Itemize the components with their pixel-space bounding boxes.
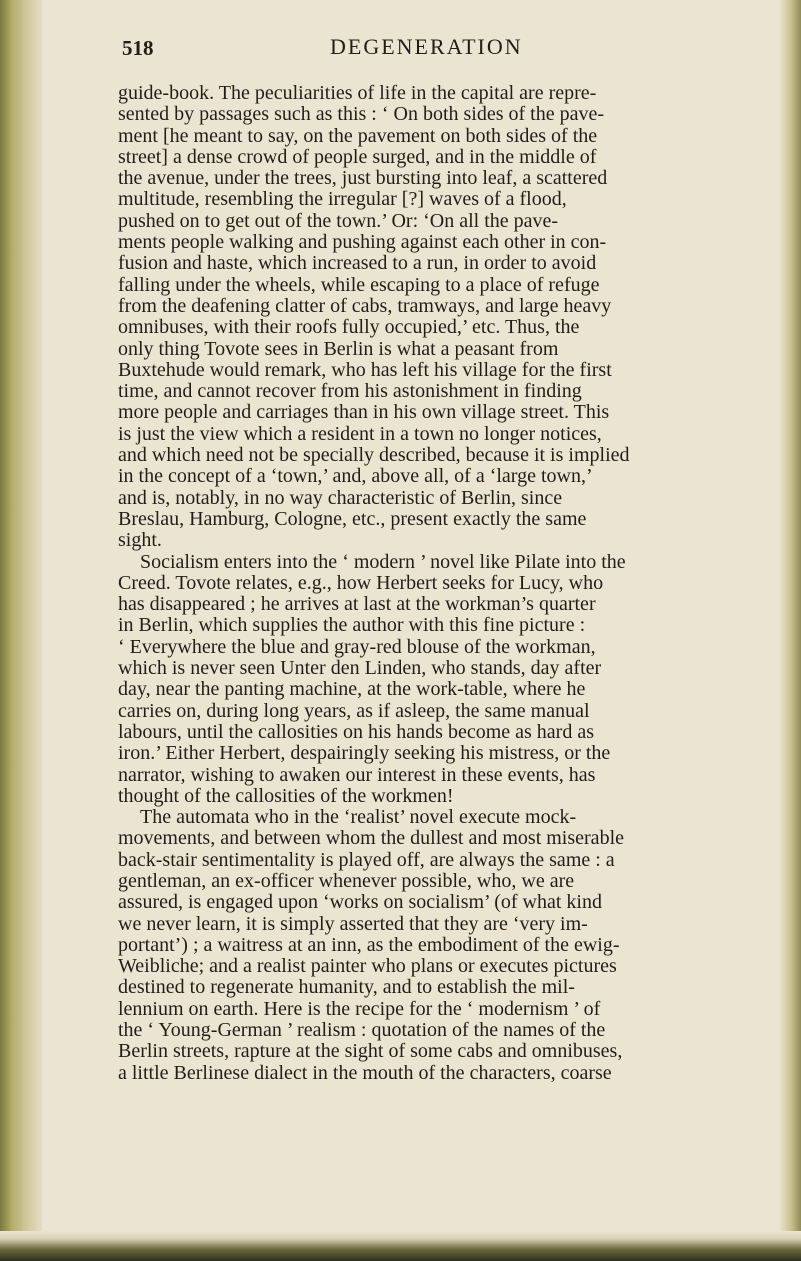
- page-header: [118, 30, 794, 70]
- text-line: iron.’ Either Herbert, despairingly seeking his mistress, or the: [118, 742, 611, 765]
- text-line: and is, notably, in no way characteristic of Berlin, since: [118, 486, 563, 509]
- book-page: [118, 30, 794, 1084]
- text-line: guide-book. The peculiarities of life in the capital are repre-: [118, 82, 597, 104]
- text-line: Berlin streets, rapture at the sight of some cabs and omnibuses,: [118, 1040, 623, 1063]
- paragraph-start-line: Socialism enters into the ‘ modern ’ novel like Pilate into the: [140, 550, 626, 573]
- text-line: pushed on to get out of the town.’ Or: ‘On all the pave-: [118, 209, 559, 232]
- text-line: thought of the callosities of the workmen!: [118, 784, 454, 807]
- text-line: ment [he meant to say, on the pavement on both sides of the: [118, 124, 598, 147]
- text-line: destined to regenerate humanity, and to establish the mil-: [118, 976, 575, 999]
- text-line: narrator, wishing to awaken our interest in these events, has: [118, 763, 596, 786]
- text-line: time, and cannot recover from his astonishment in finding: [118, 380, 582, 403]
- text-line: which is never seen Unter den Linden, who stands, day after: [118, 657, 602, 680]
- text-line: Creed. Tovote relates, e.g., how Herbert seeks for Lucy, who: [118, 571, 604, 594]
- text-line: carries on, during long years, as if asleep, the same manual: [118, 699, 590, 722]
- text-line: and which need not be specially described, because it is implied: [118, 444, 630, 467]
- text-line: Breslau, Hamburg, Cologne, etc., present exactly the same: [118, 507, 587, 530]
- page-number: 518: [122, 36, 154, 60]
- text-line: from the deafening clatter of cabs, tramways, and large heavy: [118, 294, 612, 317]
- text-line: the avenue, under the trees, just bursting into leaf, a scattered: [118, 167, 608, 190]
- text-line: has disappeared ; he arrives at last at the workman’s quarter: [118, 593, 596, 616]
- paragraph-start-line: The automata who in the ‘realist’ novel execute mock-: [140, 806, 577, 829]
- text-line: more people and carriages than in his own village street. This: [118, 401, 610, 424]
- text-line: fusion and haste, which increased to a run, in order to avoid: [118, 252, 597, 275]
- page-gutter-left: [0, 0, 42, 1261]
- text-line: portant’) ; a waitress at an inn, as the embodiment of the ewig-: [118, 933, 620, 956]
- text-line: is just the view which a resident in a town no longer notices,: [118, 422, 602, 445]
- text-line: the ‘ Young-German ’ realism : quotation of the names of the: [118, 1019, 606, 1042]
- body-text: [118, 83, 794, 1084]
- text-line: a little Berlinese dialect in the mouth of the characters, coarse: [118, 1061, 612, 1084]
- text-line: multitude, resembling the irregular [?] waves of a flood,: [118, 188, 567, 211]
- page-edge-bottom: [0, 1231, 801, 1261]
- text-line: Buxtehude would remark, who has left his village for the first: [118, 358, 612, 381]
- text-line: in the concept of a ‘town,’ and, above all, of a ‘large town,’: [118, 465, 593, 488]
- text-line: sight.: [118, 529, 162, 552]
- text-line: back-stair sentimentality is played off, are always the same : a: [118, 848, 615, 871]
- text-line: we never learn, it is simply asserted that they are ‘very im-: [118, 912, 588, 935]
- text-line: ‘ Everywhere the blue and gray-red blouse of the workman,: [118, 635, 596, 658]
- text-line: falling under the wheels, while escaping to a place of refuge: [118, 273, 600, 296]
- text-line: lennium on earth. Here is the recipe for the ‘ modernism ’ of: [118, 997, 601, 1020]
- text-line: labours, until the callosities on his hands become as hard as: [118, 720, 595, 743]
- text-line: Weibliche; and a realist painter who plans or executes pictures: [118, 955, 617, 978]
- text-line: sented by passages such as this : ‘ On both sides of the pave-: [118, 103, 605, 126]
- text-line: day, near the panting machine, at the work-table, where he: [118, 678, 586, 701]
- running-head: DEGENERATION: [330, 34, 523, 59]
- text-line: only thing Tovote sees in Berlin is what a peasant from: [118, 337, 559, 360]
- text-line: ments people walking and pushing against each other in con-: [118, 231, 607, 254]
- text-line: in Berlin, which supplies the author with this fine picture :: [118, 614, 586, 637]
- text-line: assured, is engaged upon ‘works on socialism’ (of what kind: [118, 891, 602, 914]
- text-line: omnibuses, with their roofs fully occupied,’ etc. Thus, the: [118, 316, 580, 339]
- text-line: gentleman, an ex-officer whenever possible, who, we are: [118, 869, 575, 892]
- text-line: street] a dense crowd of people surged, and in the middle of: [118, 145, 597, 168]
- text-line: movements, and between whom the dullest and most miserable: [118, 827, 624, 850]
